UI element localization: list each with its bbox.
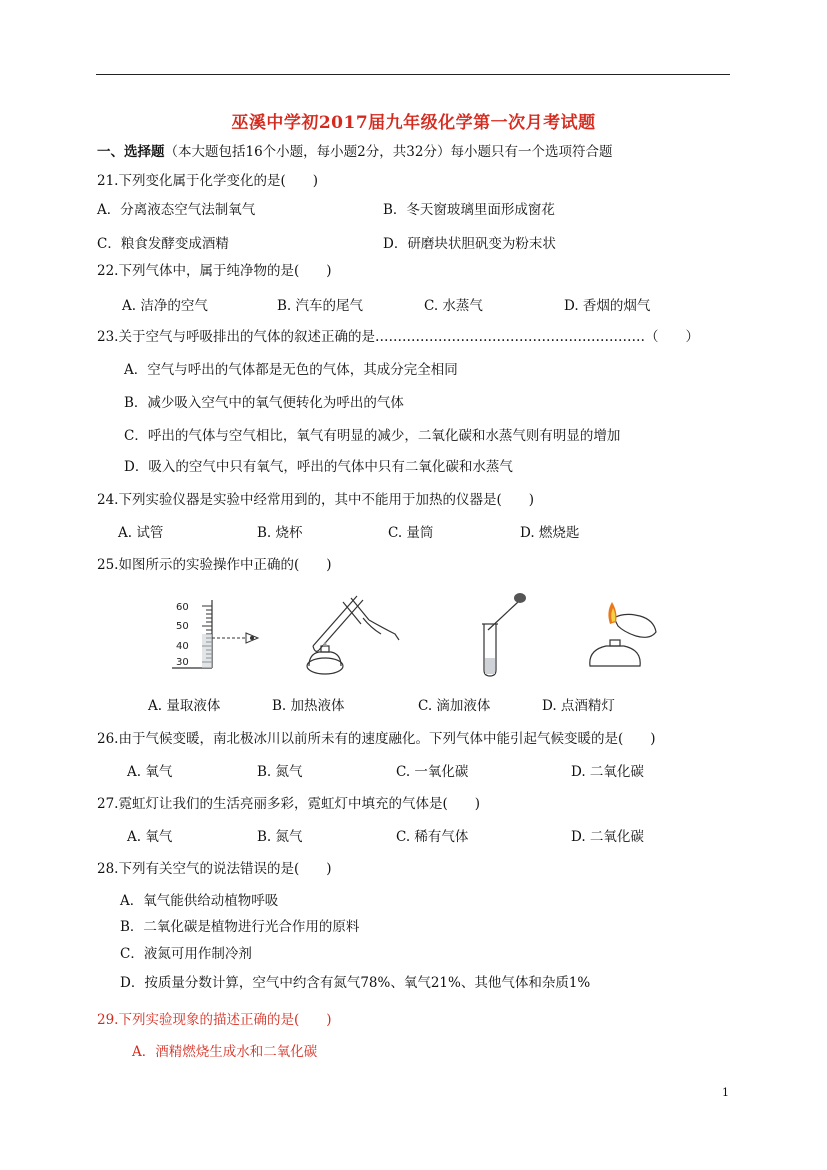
option: B．减少吸入空气中的氧气便转化为呼出的气体 [124,395,404,411]
option: D．吸入的空气中只有氧气，呼出的气体中只有二氧化碳和水蒸气 [124,459,513,475]
section-heading-line [97,143,612,161]
question-stem: 27.霓虹灯让我们的生活亮丽多彩，霓虹灯中填充的气体是( ) [97,796,481,812]
option: C．粮食发酵变成酒精 [97,236,229,252]
option: B. 烧杯 [257,525,303,541]
question-stem: 22.下列气体中，属于纯净物的是( ) [97,263,332,279]
option: D. 燃烧匙 [520,525,580,541]
option: A．分离液态空气法制氧气 [97,202,256,218]
option: D. 香烟的烟气 [564,298,651,314]
header-rule [96,74,730,75]
question-stem: 25.如图所示的实验操作中正确的( ) [97,557,332,573]
option: C．呼出的气体与空气相比，氧气有明显的减少，二氧化碳和水蒸气则有明显的增加 [124,428,621,444]
option: B．二氧化碳是植物进行光合作用的原料 [120,919,360,935]
option: A. 氧气 [127,764,173,780]
question-stem: 28.下列有关空气的说法错误的是( ) [97,861,332,877]
option: B. 氮气 [257,764,303,780]
option: C. 滴加液体 [418,698,491,714]
option: A．氧气能供给动植物呼吸 [120,893,279,909]
option: C. 一氧化碳 [396,764,469,780]
question-stem: 26.由于气候变暖，南北极冰川以前所未有的速度融化。下列气体中能引起气候变暖的是( ) [97,731,656,747]
option: C. 水蒸气 [424,298,483,314]
option: D．研磨块状胆矾变为粉末状 [383,236,556,252]
option: A．空气与呼出的气体都是无色的气体，其成分完全相同 [124,362,458,378]
option: A. 氧气 [127,829,173,845]
page-title: 巫溪中学初2017届九年级化学第一次月考试题 [231,113,596,133]
option: C. 量筒 [388,525,434,541]
dropping-liquid-figure [472,588,532,680]
option: A. 量取液体 [148,698,221,714]
option: B. 加热液体 [272,698,345,714]
option: A. 洁净的空气 [122,298,208,314]
question-stem: 29.下列实验现象的描述正确的是( ) [97,1012,332,1028]
section-heading: 一、选择题 [97,144,165,160]
heating-liquid-figure [295,588,410,680]
alcohol-lamp-figure [584,596,664,676]
option: B. 汽车的尾气 [277,298,364,314]
question-stem: 21.下列变化属于化学变化的是( ) [97,173,319,189]
option: A. 试管 [118,525,164,541]
option: D．按质量分数计算，空气中约含有氮气78%、氧气21%、其他气体和杂质1% [120,975,591,991]
option: A．酒精燃烧生成水和二氧化碳 [132,1044,318,1060]
option: B. 氮气 [257,829,303,845]
option: D. 点酒精灯 [542,698,615,714]
graduated-cylinder-figure [168,596,260,672]
tick-label: 60 [176,602,189,613]
question-stem: 24.下列实验仪器是实验中经常用到的，其中不能用于加热的仪器是( ) [97,492,535,508]
question-stem: 23.关于空气与呼吸排出的气体的叙述正确的是……………………………………………………（ ） [97,329,699,345]
option: C．液氮可用作制冷剂 [120,946,252,962]
section-note: （本大题包括16个小题，每小题2分，共32分）每小题只有一个选项符合题 [164,144,613,160]
option: B．冬天窗玻璃里面形成窗花 [383,202,555,218]
option: C. 稀有气体 [396,829,469,845]
tick-label: 30 [176,657,189,668]
option: D. 二氧化碳 [571,764,644,780]
tick-label: 50 [176,621,189,632]
page-number: 1 [722,1086,729,1099]
tick-label: 40 [176,641,189,652]
option: D. 二氧化碳 [571,829,644,845]
